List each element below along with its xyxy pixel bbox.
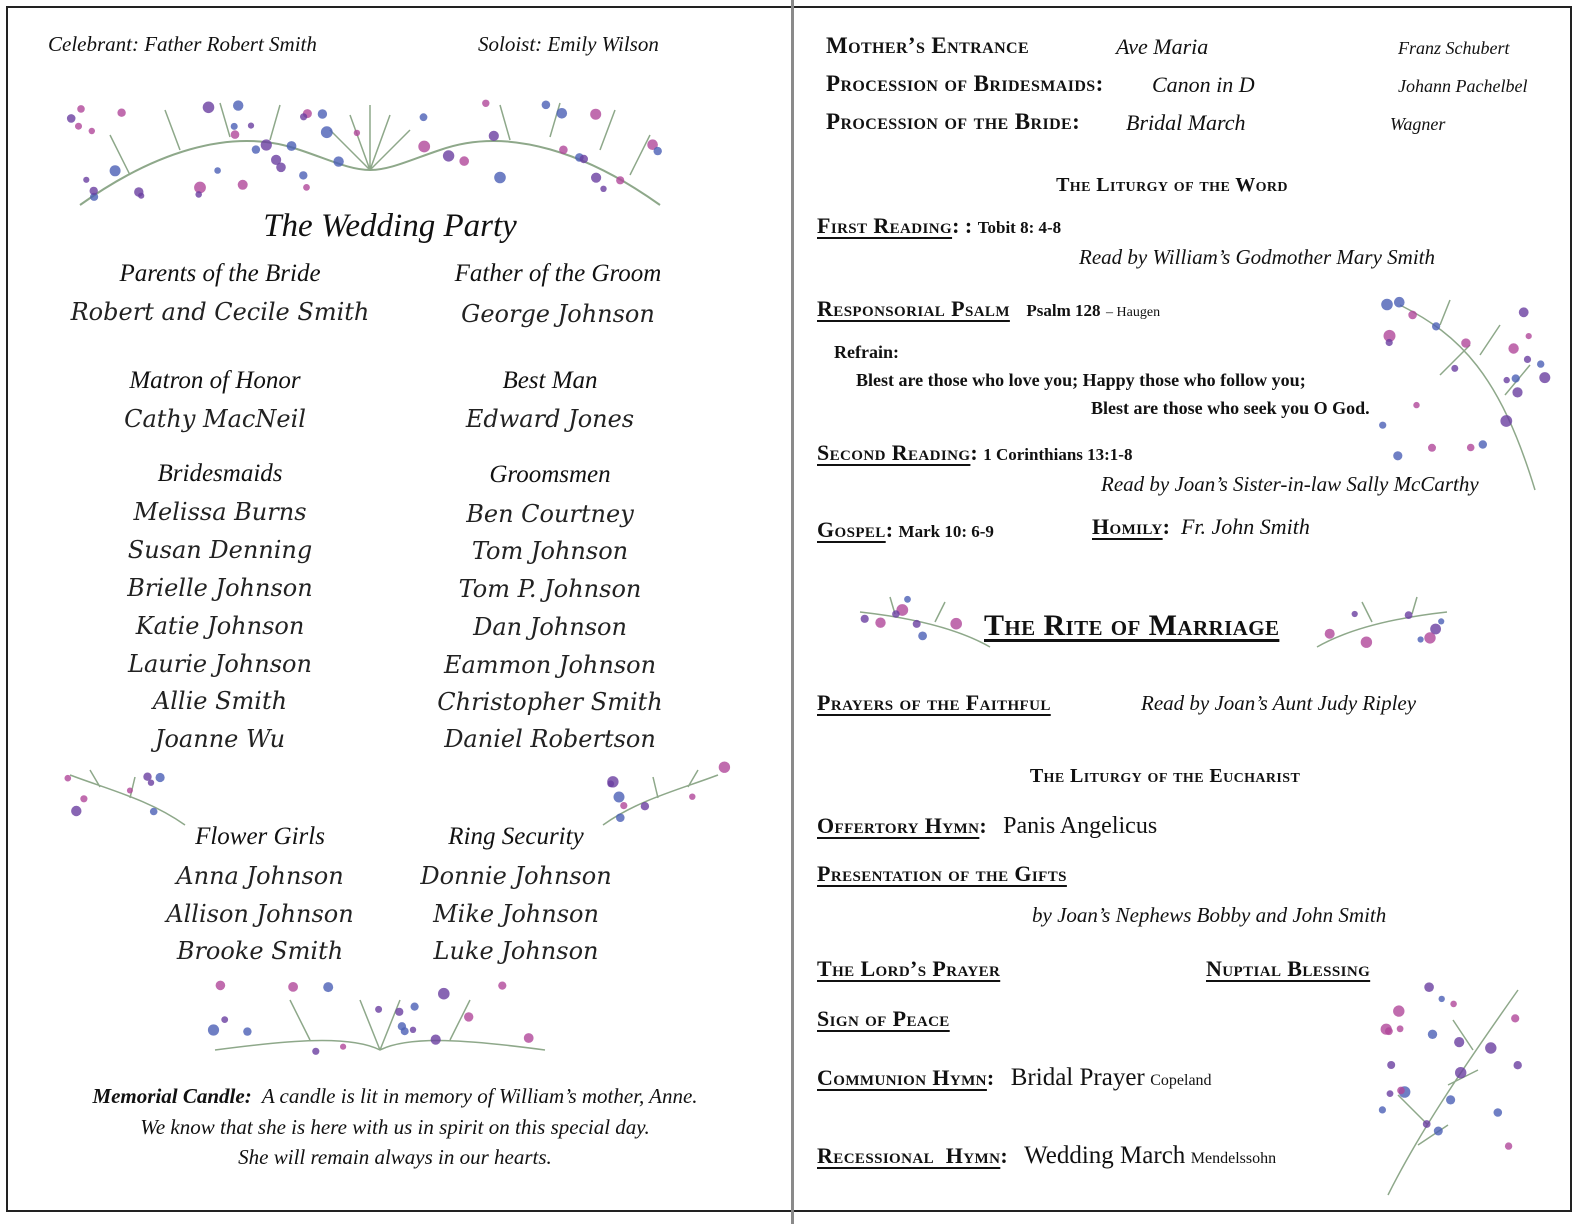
blossom	[340, 1044, 346, 1050]
floral-garland-bottom	[210, 985, 550, 1065]
mothers-entrance-composer: Franz Schubert	[1398, 38, 1510, 58]
blossom	[620, 802, 627, 809]
blossom	[1519, 307, 1529, 317]
blossom	[323, 982, 333, 992]
blossom	[1539, 372, 1550, 383]
blossom	[90, 187, 98, 195]
blossom	[156, 773, 165, 782]
matron-of-honor-title: Matron of Honor	[129, 367, 301, 394]
parents-of-bride-title: Parents of the Bride	[119, 260, 321, 287]
mothers-entrance-label: Mother’s Entrance	[826, 33, 1030, 58]
floral-sprig-psalm	[1380, 295, 1545, 495]
best-man-title: Best Man	[502, 367, 598, 394]
ring-security-name: Donnie Johnson	[420, 862, 612, 890]
bridesmaid-name: Brielle Johnson	[127, 574, 313, 602]
communion-label: Communion Hymn	[817, 1065, 987, 1090]
blossom	[110, 165, 121, 176]
blossom	[287, 141, 297, 151]
blossom	[420, 113, 428, 121]
father-of-groom-name: George Johnson	[461, 300, 655, 328]
blossom	[591, 173, 601, 183]
blossom	[134, 187, 143, 196]
groomsman-name: Ben Courtney	[466, 500, 634, 528]
blossom	[1387, 1061, 1395, 1069]
blossom	[321, 126, 333, 138]
memorial-line-2: We know that she is here with us in spirit on this special day.	[140, 1115, 650, 1139]
ring-security-title: Ring Security	[448, 823, 584, 850]
blossom	[1512, 374, 1520, 382]
blossom	[1461, 338, 1470, 347]
blossom	[580, 155, 588, 163]
homily-label: Homily	[1092, 514, 1163, 539]
blossom	[117, 109, 125, 117]
communion-line: Communion Hymn: Bridal Prayer Copeland	[817, 1064, 1212, 1091]
blossom	[641, 802, 649, 810]
blossom	[1454, 1037, 1464, 1047]
blossom	[918, 632, 927, 641]
blossom	[1386, 339, 1393, 346]
blossom	[411, 1003, 419, 1011]
blossom	[410, 1027, 416, 1033]
blossom	[1393, 1005, 1404, 1016]
offertory-label: Offertory Hymn	[817, 813, 980, 838]
communion-composer: Copeland	[1150, 1072, 1212, 1089]
blossom	[1381, 299, 1393, 311]
blossom	[542, 101, 551, 110]
blossom	[1428, 444, 1436, 452]
blossom	[1397, 1087, 1405, 1095]
memorial-line-3: She will remain always in our hearts.	[238, 1145, 552, 1169]
blossom	[1446, 1095, 1455, 1104]
presentation-gifts-label: Presentation of the Gifts	[817, 861, 1067, 886]
nuptial-blessing-label: Nuptial Blessing	[1206, 956, 1371, 981]
blossom	[261, 139, 272, 150]
blossom	[216, 981, 226, 991]
blossom	[1485, 1042, 1496, 1053]
first-reading-sep: : :	[952, 213, 973, 238]
blossom	[1504, 377, 1510, 383]
center-fold	[791, 0, 794, 1224]
psalm-ref: Psalm 128	[1026, 301, 1101, 320]
bridesmaid-name: Laurie Johnson	[128, 650, 312, 678]
blossom	[904, 596, 911, 603]
flower-girl-name: Allison Johnson	[166, 900, 354, 928]
ring-security-name: Luke Johnson	[433, 937, 599, 965]
blossom	[950, 618, 962, 630]
wedding-party-title: The Wedding Party	[263, 208, 517, 244]
blossom	[498, 982, 506, 990]
bride-procession-label: Procession of the Bride:	[826, 109, 1081, 134]
psalm-line	[817, 296, 1160, 322]
blossom	[1424, 632, 1435, 643]
blossom	[861, 615, 869, 623]
blossom	[1439, 996, 1445, 1002]
blossom	[1379, 1106, 1386, 1113]
blossom	[1455, 1067, 1466, 1078]
blossom	[195, 191, 202, 198]
memorial-label: Memorial Candle:	[92, 1084, 252, 1108]
mothers-entrance-piece: Ave Maria	[1116, 34, 1209, 59]
prayers-faithful-reader: Read by Joan’s Aunt Judy Ripley	[1141, 691, 1417, 715]
floral-sprig-rite-left	[855, 592, 995, 657]
blossom	[892, 610, 900, 618]
blossom	[303, 184, 310, 191]
blossom	[1537, 360, 1544, 367]
blossom	[1512, 387, 1522, 397]
blossom	[1511, 1014, 1519, 1022]
blossom	[443, 150, 454, 161]
blossom	[75, 123, 82, 130]
second-reading-label: Second Reading	[817, 440, 971, 465]
blossom	[1451, 365, 1458, 372]
second-reading-ref: 1 Corinthians 13:1-8	[983, 445, 1133, 464]
blossom	[398, 1022, 406, 1030]
floral-sprig-right	[598, 765, 728, 830]
bride-procession-composer: Wagner	[1390, 114, 1446, 134]
blossom	[80, 795, 87, 802]
refrain-line-1: Blest are those who love you; Happy those who follow you;	[856, 370, 1306, 390]
blossom	[438, 988, 450, 1000]
floral-garland-top	[70, 95, 670, 215]
blossom	[431, 1035, 441, 1045]
blossom	[1526, 333, 1532, 339]
presentation-gifts-by: by Joan’s Nephews Bobby and John Smith	[1032, 903, 1387, 927]
blossom	[557, 108, 568, 119]
blossom	[312, 1048, 319, 1055]
bridesmaid-name: Melissa Burns	[133, 498, 307, 526]
refrain-label: Refrain:	[834, 342, 899, 362]
blossom	[1413, 402, 1419, 408]
offertory-piece: Panis Angelicus	[1003, 813, 1158, 839]
blossom	[271, 155, 281, 165]
floral-sprig-left	[60, 765, 190, 830]
blossom	[489, 131, 499, 141]
blossom	[616, 176, 624, 184]
gospel-ref: Mark 10: 6-9	[898, 522, 994, 541]
blossom	[1325, 629, 1335, 639]
refrain-line-2: Blest are those who seek you O God.	[1091, 398, 1370, 418]
blossom	[1385, 1027, 1393, 1035]
blossom	[524, 1033, 534, 1043]
bridesmaid-name: Joanne Wu	[154, 725, 286, 753]
floral-sprig-rite-right	[1312, 592, 1452, 657]
rite-of-marriage-heading: The Rite of Marriage	[984, 609, 1280, 642]
groomsman-name: Daniel Robertson	[444, 725, 656, 753]
blossom	[127, 788, 133, 794]
blossom	[221, 1016, 228, 1023]
blossom	[654, 147, 662, 155]
sign-of-peace-label: Sign of Peace	[817, 1006, 950, 1031]
blossom	[395, 1008, 403, 1016]
lords-prayer-label: The Lord’s Prayer	[817, 956, 1001, 981]
blossom	[1450, 1001, 1457, 1008]
psalm-label: Responsorial Psalm	[817, 296, 1010, 321]
best-man-name: Edward Jones	[465, 405, 635, 433]
blossom	[1397, 1025, 1404, 1032]
blossom	[607, 780, 614, 787]
blossom	[299, 171, 307, 179]
blossom	[1438, 618, 1444, 624]
recessional-composer: Mendelssohn	[1190, 1150, 1277, 1167]
blossom	[1505, 1142, 1512, 1149]
celebrant-name: Father Robert Smith	[144, 32, 317, 56]
blossom	[252, 145, 260, 153]
matron-of-honor-name: Cathy MacNeil	[124, 405, 306, 433]
blossom	[248, 123, 254, 129]
ring-security-name: Mike Johnson	[433, 900, 599, 928]
blossom	[875, 618, 885, 628]
blossom	[1405, 611, 1413, 619]
second-reading-reader: Read by Joan’s Sister-in-law Sally McCarthy	[1101, 472, 1479, 496]
groomsmen-title: Groomsmen	[489, 461, 611, 488]
groomsman-name: Tom Johnson	[471, 537, 629, 565]
soloist-name: Emily Wilson	[547, 32, 659, 56]
groomsman-name: Eammon Johnson	[443, 651, 657, 679]
blossom	[1352, 611, 1358, 617]
blossom	[1387, 1090, 1394, 1097]
parents-of-bride-name: Robert and Cecile Smith	[70, 298, 370, 326]
blossom	[1494, 1108, 1503, 1117]
recessional-line: Recessional Hymn: Wedding March Mendelssohn	[817, 1142, 1277, 1169]
father-of-groom-title: Father of the Groom	[454, 260, 662, 287]
liturgy-of-the-word-heading: The Liturgy of the Word	[1056, 174, 1288, 196]
blossom	[1524, 356, 1531, 363]
blossom	[616, 813, 625, 822]
blossom	[231, 123, 238, 130]
celebrant-line	[48, 32, 317, 57]
first-reading-ref: Tobit 8: 4-8	[977, 218, 1062, 237]
blossom	[614, 792, 625, 803]
groomsman-name: Tom P. Johnson	[458, 575, 642, 603]
blossom	[300, 113, 307, 120]
blossom	[459, 156, 469, 166]
blossom	[71, 806, 81, 816]
blossom	[233, 100, 243, 110]
bridesmaid-name: Susan Denning	[127, 536, 313, 564]
first-reading-line	[817, 213, 1061, 239]
communion-piece: Bridal Prayer	[1010, 1064, 1145, 1091]
blossom	[1379, 422, 1386, 429]
second-reading-line: Second Reading: 1 Corinthians 13:1-8	[817, 440, 1133, 465]
memorial-line-1	[30, 1084, 760, 1109]
bridesmaids-procession-label: Procession of Bridesmaids:	[826, 71, 1104, 96]
blossom	[238, 180, 248, 190]
blossom	[231, 130, 240, 139]
blossom	[1479, 440, 1487, 448]
blossom	[719, 762, 730, 773]
bride-procession-piece: Bridal March	[1126, 110, 1246, 135]
blossom	[464, 1012, 473, 1021]
blossom	[89, 128, 95, 134]
blossom	[375, 1006, 382, 1013]
blossom	[1424, 982, 1434, 992]
recessional-label: Recessional Hymn	[817, 1143, 1001, 1168]
flower-girl-name: Brooke Smith	[176, 937, 344, 965]
blossom	[913, 620, 921, 628]
blossom	[243, 1027, 251, 1035]
floral-sprig-communion	[1378, 985, 1528, 1200]
blossom	[1408, 311, 1417, 320]
homily-by: Fr. John Smith	[1180, 514, 1310, 539]
psalm-composer: – Haugen	[1106, 305, 1161, 320]
bridesmaid-name: Allie Smith	[152, 687, 288, 715]
liturgy-of-eucharist-heading: The Liturgy of the Eucharist	[1029, 765, 1301, 787]
blossom	[1432, 322, 1440, 330]
blossom	[150, 808, 158, 816]
flower-girls-title: Flower Girls	[195, 823, 325, 850]
blossom	[1500, 415, 1512, 427]
blossom	[203, 102, 215, 114]
bridesmaid-name: Katie Johnson	[135, 612, 305, 640]
blossom	[65, 775, 72, 782]
blossom	[418, 141, 430, 153]
blossom	[1434, 1127, 1443, 1136]
blossom	[1394, 297, 1405, 308]
blossom	[77, 105, 85, 113]
blossom	[83, 177, 89, 183]
prayers-faithful-label: Prayers of the Faithful	[817, 690, 1051, 715]
celebrant-label: Celebrant:	[48, 32, 139, 56]
blossom	[600, 186, 606, 192]
blossom	[1418, 636, 1424, 642]
blossom	[1393, 451, 1402, 460]
blossom	[208, 1024, 219, 1035]
blossom	[1508, 343, 1518, 353]
blossom	[214, 167, 221, 174]
bridesmaids-title: Bridesmaids	[157, 460, 283, 487]
blossom	[559, 146, 568, 155]
blossom	[590, 109, 601, 120]
blossom	[67, 114, 76, 123]
blossom	[148, 780, 154, 786]
blossom	[288, 982, 298, 992]
recessional-piece: Wedding March	[1024, 1142, 1186, 1169]
blossom	[494, 172, 506, 184]
blossom	[333, 156, 343, 166]
first-reading-label: First Reading	[817, 213, 953, 238]
soloist-label: Soloist:	[478, 32, 543, 56]
blossom	[1514, 1061, 1522, 1069]
bridesmaids-procession-composer: Johann Pachelbel	[1398, 76, 1528, 96]
blossom	[1467, 444, 1475, 452]
blossom	[1361, 637, 1372, 648]
flower-girl-name: Anna Johnson	[176, 862, 344, 890]
blossom	[354, 130, 360, 136]
homily-line: Homily: Fr. John Smith	[1092, 514, 1310, 539]
gospel-label: Gospel	[817, 517, 886, 542]
blossom	[1428, 1030, 1437, 1039]
bridesmaids-procession-piece: Canon in D	[1152, 72, 1255, 97]
memorial-text-1: A candle is lit in memory of William’s mother, Anne.	[261, 1084, 698, 1108]
blossom	[318, 109, 327, 118]
blossom	[482, 100, 489, 107]
blossom	[689, 794, 695, 800]
first-reading-reader: Read by William’s Godmother Mary Smith	[1079, 245, 1435, 269]
offertory-line: Offertory Hymn: Panis Angelicus	[817, 813, 1158, 839]
soloist-line	[478, 32, 659, 57]
groomsman-name: Dan Johnson	[473, 613, 627, 641]
groomsman-name: Christopher Smith	[437, 688, 663, 716]
blossom	[1423, 1120, 1431, 1128]
gospel-line: Gospel: Mark 10: 6-9	[817, 517, 994, 542]
